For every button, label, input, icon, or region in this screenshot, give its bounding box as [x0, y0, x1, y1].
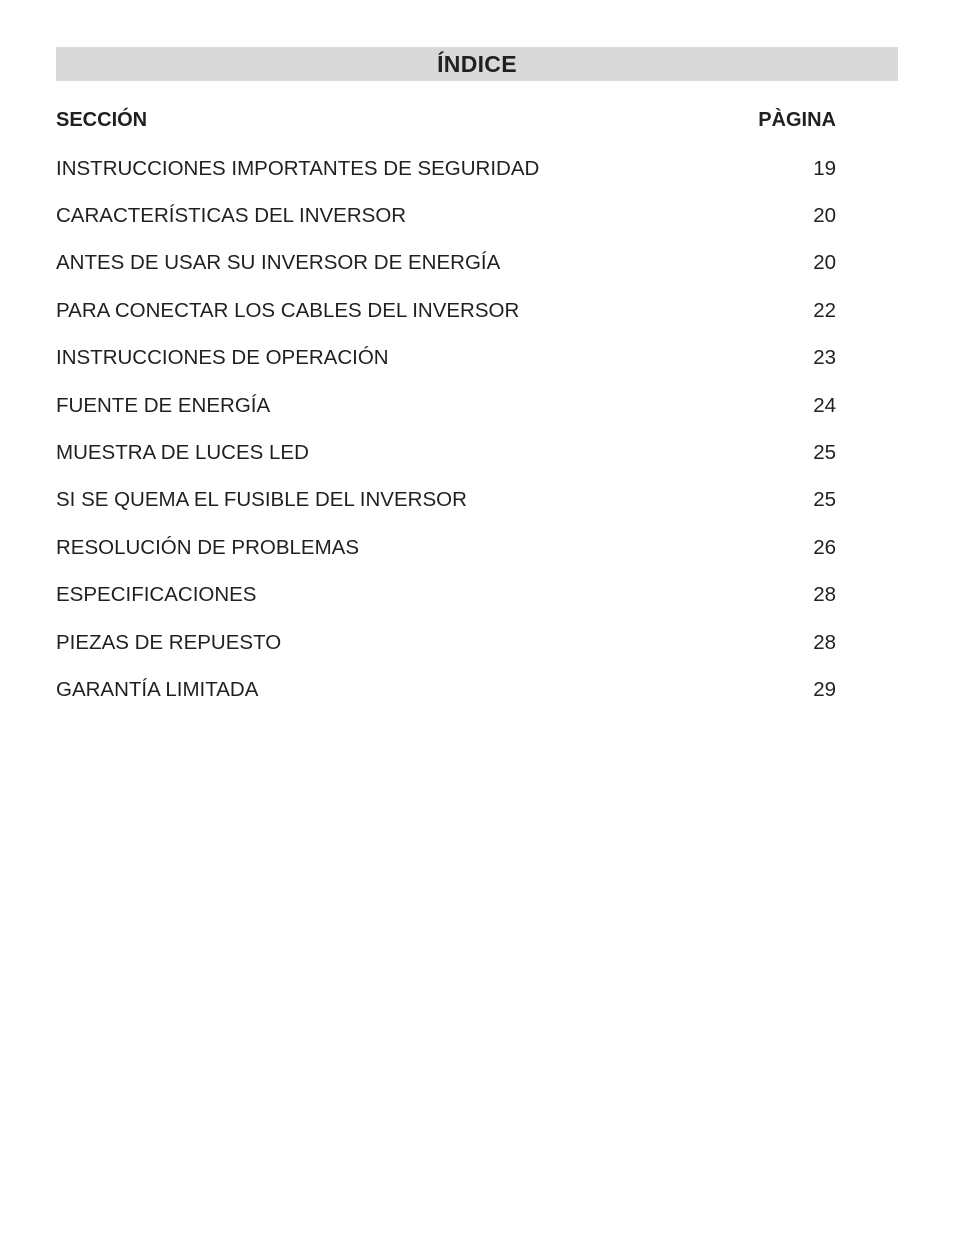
title-bar [56, 47, 898, 81]
toc-entry-page: 29 [813, 677, 836, 701]
toc-entry-section: SI SE QUEMA EL FUSIBLE DEL INVERSOR [56, 488, 467, 512]
toc-entry-section: RESOLUCIÓN DE PROBLEMAS [56, 535, 360, 559]
toc-entry[interactable] [56, 192, 836, 239]
toc-entry-page: 23 [813, 346, 836, 370]
toc-entry[interactable] [56, 240, 836, 287]
toc-header-row [56, 102, 836, 138]
toc-entry-section: CARACTERÍSTICAS DEL INVERSOR [56, 204, 407, 228]
toc-entry[interactable] [56, 619, 836, 666]
toc-entry-section: INSTRUCCIONES IMPORTANTES DE SEGURIDAD [56, 156, 540, 180]
toc-entry-section: ANTES DE USAR SU INVERSOR DE ENERGÍA [56, 251, 501, 275]
toc-entry-section: FUENTE DE ENERGÍA [56, 393, 271, 417]
toc-entry-page: 20 [813, 251, 836, 275]
toc-entry-section: PARA CONECTAR LOS CABLES DEL INVERSOR [56, 298, 520, 322]
toc-entry-page: 28 [813, 583, 836, 607]
toc-entry[interactable] [56, 477, 836, 524]
toc-entry-page: 22 [813, 298, 836, 322]
toc-entry-page: 25 [813, 441, 836, 465]
toc-entry-page: 20 [813, 204, 836, 228]
toc-entry-section: INSTRUCCIONES DE OPERACIÓN [56, 346, 389, 370]
toc-entry-page: 24 [813, 393, 836, 417]
toc-entry[interactable] [56, 429, 836, 476]
page-column-header: PÀGINA [758, 108, 836, 131]
toc-entry-section: PIEZAS DE REPUESTO [56, 630, 282, 654]
toc-entry-section: MUESTRA DE LUCES LED [56, 441, 309, 465]
toc-entry-page: 19 [813, 156, 836, 180]
toc-entry[interactable] [56, 524, 836, 571]
toc-entry[interactable] [56, 382, 836, 429]
toc-entry-section: ESPECIFICACIONES [56, 583, 257, 607]
toc-entry[interactable] [56, 287, 836, 334]
section-column-header: SECCIÓN [56, 108, 148, 131]
page-title: ÍNDICE [437, 50, 517, 77]
toc-entry-page: 26 [813, 535, 836, 559]
toc-entry[interactable] [56, 666, 836, 713]
toc-entry[interactable] [56, 335, 836, 382]
toc-list [56, 145, 836, 714]
toc-entry-section: GARANTÍA LIMITADA [56, 677, 259, 701]
toc-entry[interactable] [56, 145, 836, 192]
toc-entry[interactable] [56, 572, 836, 619]
table-of-contents [56, 102, 836, 714]
toc-entry-page: 25 [813, 488, 836, 512]
toc-entry-page: 28 [813, 630, 836, 654]
